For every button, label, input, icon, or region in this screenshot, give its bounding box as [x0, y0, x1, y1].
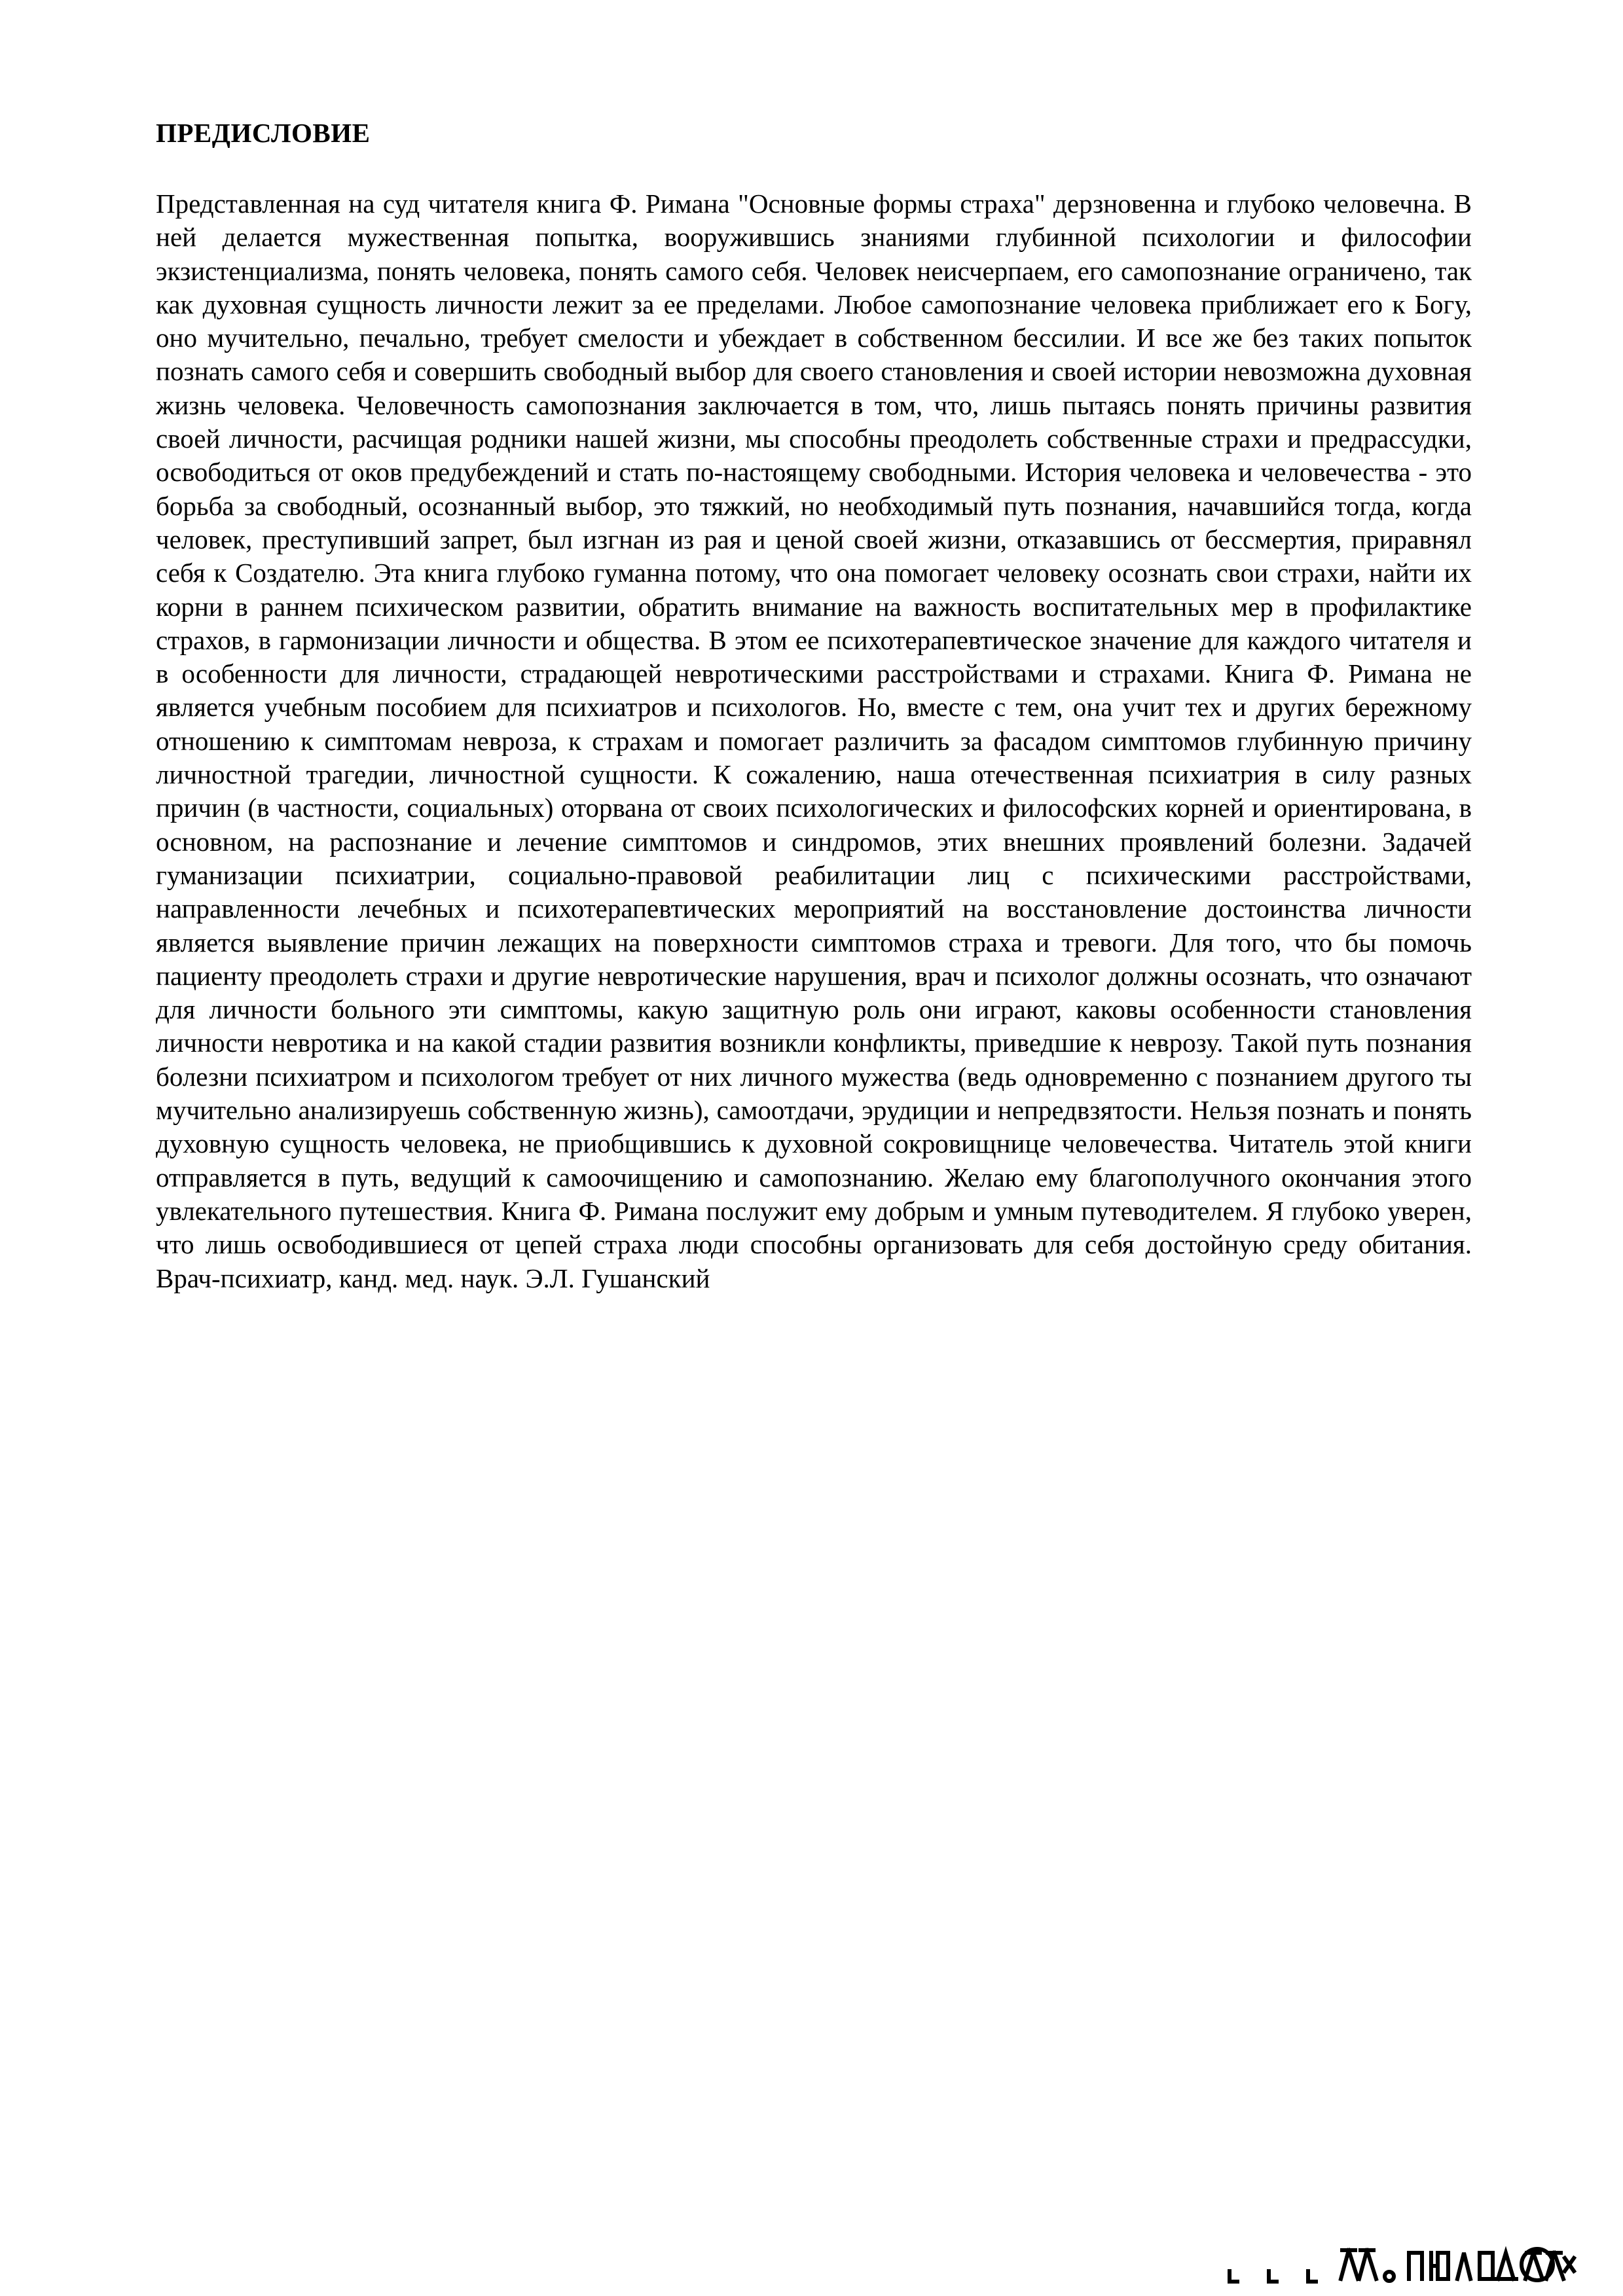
document-body-paragraph: Представленная на суд читателя книга Ф. Римана "Основные формы страха" дерзновенна и глубоко человечна. В ней делается мужественная попытка, вооружившись знаниями глубинной психологии и философии экзистенциализма, понять человека, понять самого себя. Человек неисчерпаем, его самопознание ограничено, так как духовная сущность личности лежит за ее пределами. Любое самопознание человека приближает его к Богу, оно мучительно, печально, требует смелости и убеждает в собственном бессилии. И все же без таких попыток познать самого себя и совершить свободный выбор для своего становления и своей истории невозможна духовная жизнь человека. Человечность самопознания заключается в том, что, лишь пытаясь понять причины развития своей личности, расчищая родники нашей жизни, мы способны преодолеть собственные страхи и предрассудки, освободиться от оков предубеждений и стать по-настоящему свободными. История человека и человечества - это борьба за свободный, осознанный выбор, это тяжкий, но необходимый путь познания, начавшийся тогда, когда человек, преступивший запрет, был изгнан из рая и ценой своей жизни, отказавшись от бессмертия, приравнял себя к Создателю. Эта книга глубоко гуманна потому, что она помогает человеку осознать свои страхи, найти их корни в раннем психическом развитии, обратить внимание на важность воспитательных мер в профилактике страхов, в гармонизации личности и общества. В этом ее психотерапевтическое значение для каждого читателя и в особенности для личности, страдающей невротическими расстройствами и страхами. Книга Ф. Римана не является учебным пособием для психиатров и психологов. Но, вместе с тем, она учит тех и других бережному отношению к симптомам невроза, к страхам и помогает различить за фасадом симптомов глубинную причину личностной трагедии, личностной сущности. К сожалению, наша отечественная психиатрия в силу разных причин (в частности, социальных) оторвана от своих психологических и философских корней и ориентирована, в основном, на распознание и лечение симптомов и синдромов, этих внешних проявлений болезни. Задачей гуманизации психиатрии, социально-правовой реабилитации лиц с психическими расстройствами, направленности лечебных и психотерапевтических мероприятий на восстановление достоинства личности является выявление причин лежащих на поверхности симптомов страха и тревоги. Для того, что бы помочь пациенту преодолеть страхи и другие невротические нарушения, врач и психолог должны осознать, что означают для личности больного эти симптомы, какую защитную роль они играют, каковы особенности становления личности невротика и на какой стадии развития возникли конфликты, приведшие к неврозу. Такой путь познания болезни психиатром и психологом требует от них личного мужества (ведь одновременно с познанием другого ты мучительно анализируешь собственную жизнь), самоотдачи, эрудиции и непредвзятости. Нельзя познать и понять духовную сущность человека, не приобщившись к духовной сокровищнице человечества. Читатель этой книги отправляется в путь, ведущий к самоочищению и самопознанию. Желаю ему благополучного окончания этого увлекательного путешествия. Книга Ф. Римана послужит ему добрым и умным путеводителем. Я глубоко уверен, что лишь освободившиеся от цепей страха люди способны организовать для себя достойную среду обитания. Врач-психиатр, канд. мед. наук. Э.Л. Гушанский [156, 188, 1472, 1293]
footer-glyph-mark-icon [1224, 2238, 1578, 2284]
document-heading: ПРЕДИСЛОВИЕ [156, 118, 371, 148]
